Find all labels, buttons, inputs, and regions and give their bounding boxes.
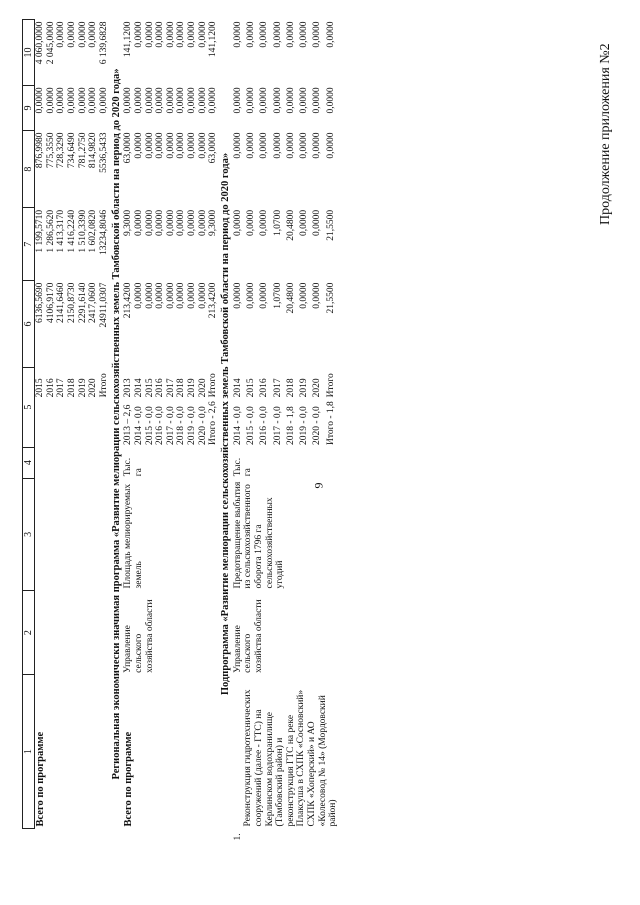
year-cell: [245, 281, 259, 398]
item-number: 1.: [232, 833, 243, 841]
column-header: 9: [23, 85, 35, 130]
value-c8: 728,3290: [56, 132, 67, 169]
year-cell: [67, 281, 78, 398]
unit-cell: Тыс. га: [123, 457, 144, 477]
year-cell: [45, 281, 57, 398]
target-value: 2017 - 0,0: [165, 406, 176, 446]
year: Итого: [98, 373, 109, 398]
value-c7: 1,0700: [272, 209, 283, 236]
value-c8: 781,2750: [77, 132, 88, 169]
year-cell: [197, 281, 209, 398]
year: 2015: [144, 378, 155, 398]
unit-cell: Тыс. га: [232, 457, 254, 477]
value-c7: 1 510,3390: [77, 209, 88, 253]
year-cell: [144, 281, 156, 398]
value-c9: 0,0000: [245, 87, 256, 114]
regional-program-title: Региональная экономически значимая программа «Развитие мелиорации сельскохозяйственных земель Тамбовской области на период до 2020 года»: [110, 68, 122, 780]
year: 2019: [299, 378, 310, 398]
item-label-cell: [35, 675, 110, 829]
value-c9: 0,0000: [88, 87, 99, 114]
item-label-cell: [123, 675, 219, 829]
value-c7: 9,3000: [208, 209, 219, 236]
column-header: 3: [23, 478, 35, 590]
section-title-row: [110, 20, 124, 829]
section-title-row: [219, 20, 233, 829]
year: 2018: [67, 378, 78, 398]
indicator-cell: [35, 478, 110, 590]
unit-cell: [35, 447, 110, 478]
value-c8: 814,9820: [88, 132, 99, 169]
target-value: 2019 - 0,0: [299, 406, 310, 446]
value-c7: 0,0000: [176, 209, 187, 236]
value-total: 4106,9170: [45, 282, 56, 324]
value-c8: 0,0000: [325, 132, 336, 159]
year: 2016: [259, 378, 270, 398]
value-c10: 0,0000: [187, 21, 198, 48]
column-header: 7: [23, 208, 35, 281]
year-cell: [312, 281, 325, 398]
value-c10: 0,0000: [56, 21, 67, 48]
target-value: 2014 - 0,0: [133, 406, 144, 446]
value-c9: 0,0000: [155, 87, 166, 114]
value-total: 0,0000: [165, 282, 176, 309]
value-c7: 0,0000: [197, 209, 208, 236]
year-cell: [232, 281, 246, 398]
value-total: 0,0000: [187, 282, 198, 309]
item-label-cell: [232, 675, 339, 841]
value-total: 0,0000: [232, 282, 243, 309]
year: 2020: [312, 378, 323, 398]
value-c9: 0,0000: [123, 87, 134, 114]
value-c9: 0,0000: [133, 87, 144, 114]
data-row: [233, 20, 246, 829]
value-c7: 1 286,5620: [45, 209, 56, 253]
year-cell: [165, 281, 177, 398]
year: 2015: [245, 378, 256, 398]
target-value: 2016 - 0,0: [259, 406, 270, 446]
year: Итого: [208, 373, 219, 398]
value-c10: 0,0000: [272, 21, 283, 48]
year: 2020: [88, 378, 99, 398]
value-c10: 0,0000: [165, 21, 176, 48]
data-row: [35, 20, 46, 829]
year: 2018: [176, 378, 187, 398]
target-value: Итого - 2,6: [208, 401, 219, 446]
value-total: 2291,6140: [77, 282, 88, 324]
value-c8: 0,0000: [155, 132, 166, 159]
value-c9: 0,0000: [272, 87, 283, 114]
value-c9: 0,0000: [325, 87, 336, 114]
value-total: 2141,6460: [56, 282, 67, 324]
value-c8: 0,0000: [197, 132, 208, 159]
column-header: 8: [23, 130, 35, 207]
value-c10: 6 139,6828: [98, 21, 109, 65]
value-c10: 0,0000: [133, 21, 144, 48]
value-total: 213,4200: [208, 282, 219, 319]
value-c9: 0,0000: [197, 87, 208, 114]
value-c9: 0,0000: [208, 87, 219, 114]
year-cell: [208, 281, 219, 398]
target-value: 2016 - 0,0: [155, 406, 166, 446]
value-c9: 0,0000: [259, 87, 270, 114]
value-c9: 0,0000: [299, 87, 310, 114]
value-c9: 0,0000: [232, 87, 243, 114]
year: 2014: [133, 378, 144, 398]
target-value: 2020 - 0,0: [312, 406, 323, 446]
value-c8: 876,9980: [35, 132, 46, 169]
year-cell: [133, 281, 145, 398]
year-cell: [35, 281, 46, 398]
value-total: 6136,5690: [35, 282, 46, 324]
column-header: 5: [23, 367, 35, 447]
value-total: 20,4800: [285, 282, 296, 314]
value-total: 0,0000: [155, 282, 166, 309]
target-value: 2020 - 0,0: [197, 406, 208, 446]
value-c8: 0,0000: [272, 132, 283, 159]
value-c9: 0,0000: [56, 87, 67, 114]
value-total: 0,0000: [197, 282, 208, 309]
annex-title: Продолжение приложения №2: [598, 43, 613, 225]
value-c7: 20,4800: [285, 209, 296, 241]
column-header: 2: [23, 590, 35, 674]
value-c8: 0,0000: [144, 132, 155, 159]
year: 2017: [272, 378, 283, 398]
target-value: 2018 - 1,8: [285, 406, 296, 446]
value-c9: 0,0000: [165, 87, 176, 114]
value-total: 2150,8730: [67, 282, 78, 324]
value-c7: 1 199,5710: [35, 209, 46, 253]
value-c10: 0,0000: [197, 21, 208, 48]
value-c10: 141,1200: [123, 21, 134, 58]
value-total: 1,0700: [272, 282, 283, 309]
year-cell: [88, 281, 99, 398]
year-cell: [98, 281, 110, 398]
year: Итого: [325, 373, 336, 398]
value-c10: 0,0000: [176, 21, 187, 48]
value-c10: 0,0000: [299, 21, 310, 48]
year-cell: [123, 281, 134, 398]
year: 2017: [56, 378, 67, 398]
value-c7: 0,0000: [133, 209, 144, 236]
value-c10: 141,1200: [208, 21, 219, 58]
year-cell: [325, 281, 339, 398]
item-label: Реконструкция гидротехнических сооружений (далее - ГТС) на Керлинском водохранилище (Тамбовский район) и реконструкция ГТС на реке Плаксуша в СХПК «Сосновский» СХПК «Хоперский» и АО «Колесовод № 14» (Мордовский район): [243, 689, 339, 827]
year: 2018: [285, 378, 296, 398]
value-c8: 0,0000: [165, 132, 176, 159]
value-c8: 5536,5433: [98, 132, 109, 173]
value-total: 0,0000: [176, 282, 187, 309]
value-c9: 0,0000: [285, 87, 296, 114]
column-header: 6: [23, 281, 35, 368]
value-c10: 0,0000: [232, 21, 243, 48]
value-c10: 0,0000: [245, 21, 256, 48]
value-c10: 4 060,0000: [35, 21, 46, 65]
value-c8: 0,0000: [176, 132, 187, 159]
value-c8: 63,0000: [208, 132, 219, 164]
executor-cell: [35, 590, 110, 674]
value-c9: 0,0000: [67, 87, 78, 114]
year: 2020: [197, 378, 208, 398]
value-total: 0,0000: [259, 282, 270, 309]
data-row: [123, 20, 134, 829]
value-c8: 0,0000: [245, 132, 256, 159]
value-c9: 0,0000: [98, 87, 109, 114]
value-c10: 0,0000: [312, 21, 323, 48]
target-value: 2015 - 0,0: [245, 406, 256, 446]
year: 2019: [187, 378, 198, 398]
value-c8: 0,0000: [187, 132, 198, 159]
year: 2016: [155, 378, 166, 398]
value-c8: 0,0000: [285, 132, 296, 159]
year: 2015: [35, 378, 46, 398]
value-total: 2417,0600: [88, 282, 99, 324]
value-c10: 0,0000: [285, 21, 296, 48]
value-c7: 1 602,0820: [88, 209, 99, 253]
target-value: 2019 - 0,0: [187, 406, 198, 446]
value-total: 0,0000: [299, 282, 310, 309]
program-finance-table: [22, 19, 339, 841]
value-c7: 0,0000: [155, 209, 166, 236]
target-value: Итого - 1,8: [325, 401, 336, 446]
value-c7: 0,0000: [144, 209, 155, 236]
column-header: 10: [23, 20, 35, 86]
value-c9: 0,0000: [176, 87, 187, 114]
indicator-cell: Предотвращение выбытия из сельскохозяйственного оборота 1796 га сельскохозяйственных угодий: [232, 481, 286, 589]
value-c7: 13234,8046: [98, 209, 109, 255]
value-total: 0,0000: [144, 282, 155, 309]
page-number: 9: [311, 482, 326, 489]
value-c10: 0,0000: [259, 21, 270, 48]
value-c10: 0,0000: [67, 21, 78, 48]
value-c9: 0,0000: [35, 87, 46, 114]
year: 2016: [45, 378, 56, 398]
year-cell: [259, 281, 272, 398]
value-c9: 0,0000: [187, 87, 198, 114]
value-c8: 734,6490: [67, 132, 78, 169]
value-c7: 0,0000: [259, 209, 270, 236]
value-c7: 1 416,2240: [67, 209, 78, 253]
value-c10: 0,0000: [144, 21, 155, 48]
year: 2019: [77, 378, 88, 398]
year-cell: [77, 281, 89, 398]
year-cell: [56, 281, 67, 398]
value-c10: 2 045,0000: [45, 21, 56, 65]
year-cell: [176, 281, 187, 398]
year-cell: [272, 281, 286, 398]
value-c7: 0,0000: [165, 209, 176, 236]
target-value: 2018 - 0,0: [176, 406, 187, 446]
value-c7: 9,3000: [123, 209, 134, 236]
value-c7: 21,5500: [325, 209, 336, 241]
value-c7: 1 413,3170: [56, 209, 67, 253]
value-c9: 0,0000: [45, 87, 56, 114]
value-c7: 0,0000: [245, 209, 256, 236]
year-cell: [285, 281, 299, 398]
value-c9: 0,0000: [77, 87, 88, 114]
year: 2017: [165, 378, 176, 398]
year-cell: [299, 281, 312, 398]
value-c7: 0,0000: [232, 209, 243, 236]
value-c8: 0,0000: [133, 132, 144, 159]
value-c8: 0,0000: [259, 132, 270, 159]
value-total: 0,0000: [133, 282, 144, 309]
value-c8: 0,0000: [299, 132, 310, 159]
value-c7: 0,0000: [299, 209, 310, 236]
value-c7: 0,0000: [312, 209, 323, 236]
year-cell: [155, 281, 166, 398]
subprogram-title: Подпрограмма «Развитие мелиорации сельскохозяйственных земель Тамбовской области на период до 2020 года»: [219, 152, 231, 696]
target-value: 2014 - 0,0: [232, 406, 243, 446]
value-c9: 0,0000: [312, 87, 323, 114]
value-c7: 0,0000: [187, 209, 198, 236]
item-label: Всего по программе: [123, 731, 135, 827]
value-c10: 0,0000: [77, 21, 88, 48]
column-number-row: [23, 20, 35, 829]
year: 2013: [123, 378, 134, 398]
value-c10: 0,0000: [325, 21, 336, 48]
value-total: 24911,0307: [98, 282, 109, 328]
executor-cell: Управление сельского хозяйства области: [123, 599, 155, 673]
value-total: 21,5500: [325, 282, 336, 314]
target-value: 2013 – 2,6: [123, 404, 134, 446]
value-c10: 0,0000: [155, 21, 166, 48]
value-c8: 63,0000: [123, 132, 134, 164]
indicator-cell: Площадь мелиорируемых земель: [123, 483, 144, 589]
item-label: Всего по программе: [35, 731, 47, 827]
column-header: 4: [23, 447, 35, 478]
executor-cell: Управление сельского хозяйства области: [232, 599, 264, 673]
column-header: 1: [23, 675, 35, 829]
target-value: 2017 - 0,0: [272, 406, 283, 446]
value-total: 0,0000: [312, 282, 323, 309]
value-c8: 0,0000: [312, 132, 323, 159]
year-cell: [187, 281, 198, 398]
target-value: 2015 - 0,0: [144, 406, 155, 446]
value-c10: 0,0000: [88, 21, 99, 48]
value-c8: 775,3550: [45, 132, 56, 169]
value-total: 213,4200: [123, 282, 134, 319]
value-total: 0,0000: [245, 282, 256, 309]
year: 2014: [232, 378, 243, 398]
value-c9: 0,0000: [144, 87, 155, 114]
value-c8: 0,0000: [232, 132, 243, 159]
